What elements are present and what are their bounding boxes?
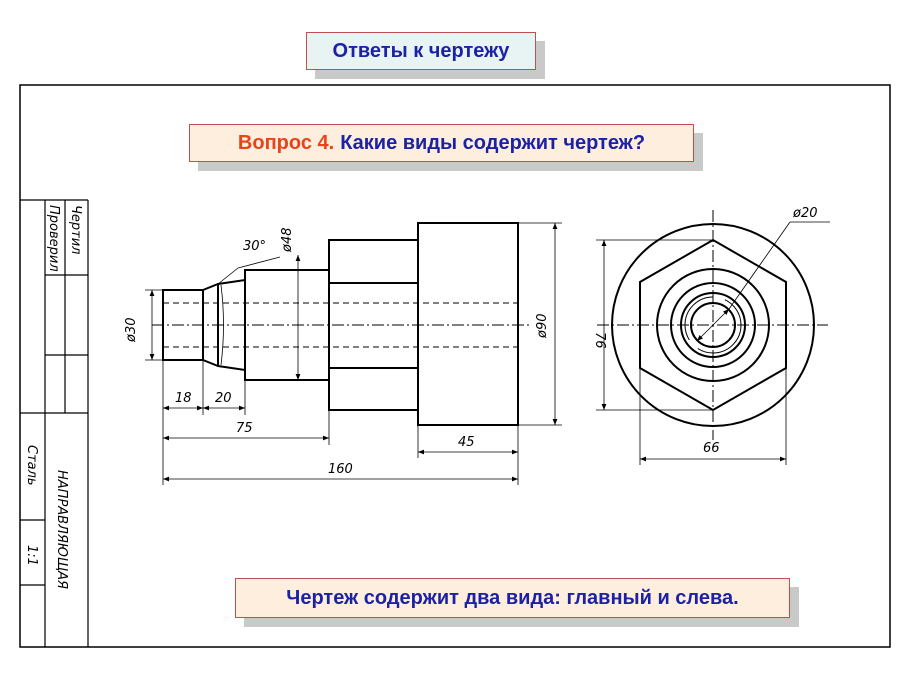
dim-length-45: 45 [458,435,475,450]
title-block-scale: 1:1 [24,545,39,566]
question-callout [189,124,694,162]
dim-height-76: 76 [592,332,607,349]
dim-d90: ø90 [535,313,550,338]
slide-title: Ответы к чертежу [332,39,510,62]
title-block-part-name: НАПРАВЛЯЮЩАЯ [54,470,69,590]
dim-length-18: 18 [175,391,192,406]
dim-length-75: 75 [236,421,253,436]
dim-angle-30: 30° [243,239,267,254]
title-block-drawn: Чертил [68,205,83,255]
dim-width-66: 66 [703,441,720,456]
dim-length-160: 160 [328,462,353,477]
answer-text: Чертеж содержит два вида: главный и слева. [286,586,739,609]
dim-length-20: 20 [215,391,232,406]
question-text: Какие виды содержит чертеж? [340,131,646,154]
dim-d48: ø48 [280,227,295,252]
dim-d20: ø20 [793,206,818,221]
dim-d30: ø30 [124,317,139,342]
title-block-material: Сталь [24,445,39,486]
answer-callout [235,578,790,618]
question-number: Вопрос 4. [237,131,335,154]
title-block-checked: Проверил [46,205,61,272]
